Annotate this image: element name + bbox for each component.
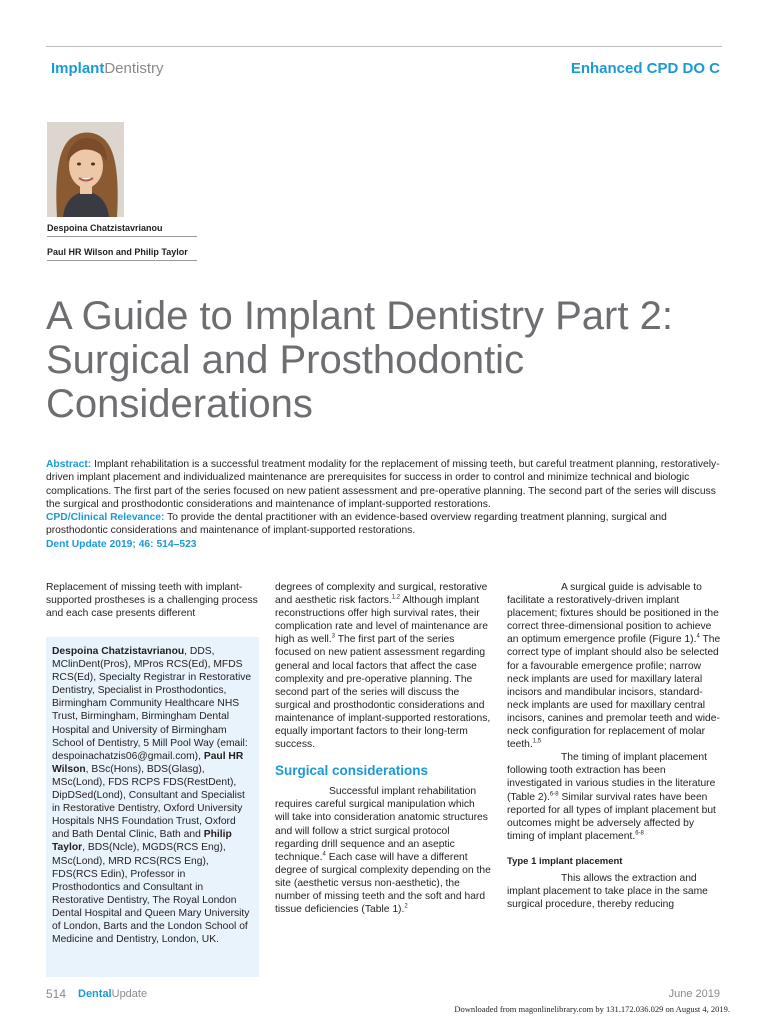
subsection-heading: Type 1 implant placement [507, 855, 623, 867]
bio-text: , DDS, MClinDent(Pros), MPros RCS(Ed), MFDS RCS(Ed), Specialty Registrar in Restorative Dentistry, Specialist in Prosthodontics, Birmingham Community Healthcare NHS Trust, Birmingham, Birmingham Dental Hospital and University of Birmingham School of Dentistry, 5 Mill Pool Way (email: despoinachatzis06@gmail.com), [52, 646, 252, 762]
paragraph: Successful implant rehabilitation requires careful surgical manipulation which will take into consideration anatomic structures and will follow a strict surgical protocol regarding drill sequence and an aseptic technique.$^4$ Each case will have a different degree of surgical complexity depending on the site (aesthetic versus non-aesthetic), the number of missing teeth and the soft and hard tissue deficiencies (Table 1).$^2$ [275, 786, 491, 916]
header-rule [46, 46, 722, 47]
author-bio-box [46, 637, 259, 977]
author-others: Paul HR Wilson and Philip Taylor [47, 247, 188, 257]
abstract [46, 458, 722, 551]
bio-text: , BDS(Ncle), MGDS(RCS Eng), MSc(Lond), MRD RCS(RCS Eng), FDS(RCS Edin), Professor in Prosthodontics and Consultant in Restorative Dentistry, The Royal London Dental Hospital and Queen Mary University of London, Barts and the London School of Medicine and Dentistry, London, UK. [52, 842, 250, 946]
column-3 [507, 581, 723, 911]
download-notice: Downloaded from magonlinelibrary.com by 131.172.036.029 on August 4, 2019. [454, 1004, 730, 1014]
bio-name: Despoina Chatzistavrianou [52, 646, 185, 657]
intro-paragraph: Replacement of missing teeth with implant-supported prostheses is a challenging process and each case presents different [46, 582, 258, 620]
author-rule [47, 236, 197, 237]
paragraph: This allows the extraction and implant placement to take place in the same surgical procedure, thereby reducing [507, 872, 708, 911]
journal-section-label: ImplantDentistry [51, 60, 164, 77]
abstract-label: Abstract: [46, 459, 92, 470]
article-title: A Guide to Implant Dentistry Part 2: Surgical and Prosthodontic Considerations [46, 294, 673, 426]
bio-text: , BSc(Hons), BDS(Glasg), MSc(Lond), FDS RCPS FDS(RestDent), DipDSed(Lond), Consultant and Specialist in Restorative Dentistry, Oxford University Hospitals NHS Foundation Trust, Oxford and Bath Dental Clinic, Bath and [52, 763, 245, 841]
bio-name: Philip Taylor [52, 829, 232, 854]
relevance-text: To provide the dental practitioner with an evidence-based overview regarding treatment planning, surgical and prosthodontic considerations and maintenance of implant-supported restorations. [46, 512, 667, 537]
author-primary: Despoina Chatzistavrianou [47, 223, 163, 233]
column-2 [275, 581, 491, 916]
column-1 [46, 581, 258, 620]
footer-date: June 2019 [668, 988, 720, 1000]
section-heading: Surgical considerations [275, 763, 429, 779]
footer-journal: DentalUpdate [78, 988, 148, 1000]
author-photo [47, 122, 124, 217]
paragraph: The timing of implant placement following tooth extraction has been investigated in various studies in the literature (Table 2).$^{6-8}$ Similar survival rates have been reported for all types of implant placement but outcomes might be adversely affected by timing of implant placement.$^{6-8}$ [507, 752, 716, 842]
cpd-label: Enhanced CPD DO C [570, 60, 720, 77]
author-rule [47, 260, 197, 261]
citation: Dent Update 2019; 46: 514–523 [46, 538, 197, 550]
abstract-text: Implant rehabilitation is a successful treatment modality for the replacement of missing teeth, but careful treatment planning, restoratively-driven implant placement and individualized maintenance are prerequisites for success in order to control and minimize technical and biologic complications. The first part of the series focused on new patient assessment and pre-operative planning. The second part of the series will discuss the surgical and prosthodontic considerations and maintenance of implant-supported restorations. [46, 459, 720, 510]
paragraph: degrees of complexity and surgical, restorative and aesthetic risk factors.$^{1,2}$ Although implant reconstructions offer high survival rates, their complication rate and level of maintenance are high as well.$^3$ The first part of the series focused on new patient assessment regarding general and local factors that affect the case complexity and pre-operative planning. The second part of the series will discuss the surgical and prosthodontic considerations and maintenance of implant-supported restorations, equally important factors to their long-term success. [275, 582, 491, 751]
page-number: 514 [46, 987, 67, 1001]
bio-name: Paul HR Wilson [52, 750, 244, 775]
paragraph: A surgical guide is advisable to facilitate a restoratively-driven implant placement; fixtures should be positioned in the correct three-dimensional position to achieve an optimum emergence profile (Figure 1).$^4$ The correct type of implant should also be selected for a favourable emergence profile; narrow neck implants are used for maxillary lateral incisors and mandibular incisors, standard-neck implants are used for maxillary central incisors, canines and premolar teeth and wide-neck configuration for replacement of molar teeth.$^{1,5}$ [507, 582, 721, 751]
relevance-label: CPD/Clinical Relevance: [46, 512, 165, 524]
